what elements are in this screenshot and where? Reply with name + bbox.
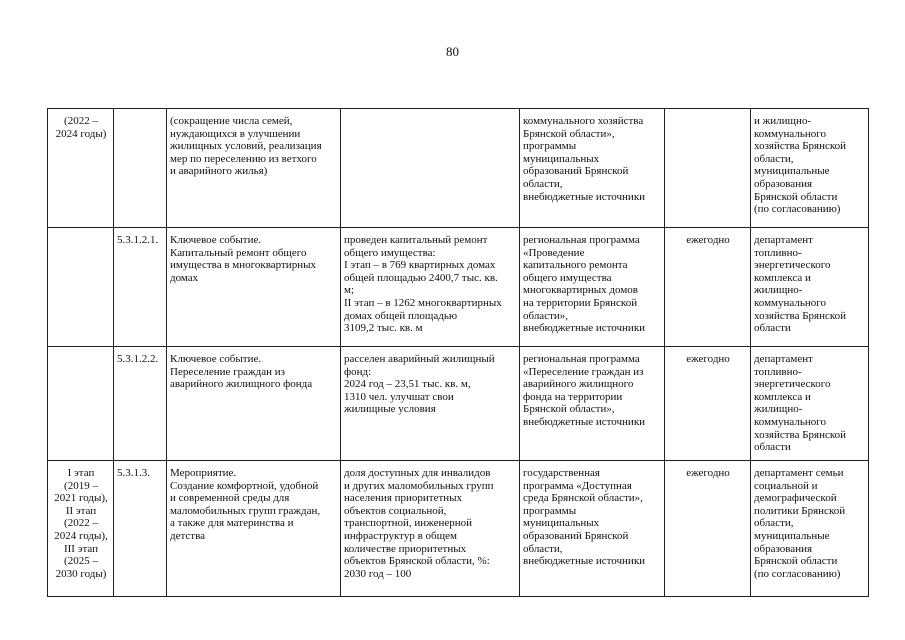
cell-line: 3109,2 тыс. кв. м (344, 322, 423, 335)
cell-line: программа «Доступная (523, 479, 632, 492)
cell-line: доля доступных для инвалидов (344, 467, 491, 479)
cell-line: (сокращение числа семей, (170, 115, 293, 127)
cell-line: фонда на территории (523, 390, 623, 403)
cell-line: коммунального хозяйства (523, 115, 644, 127)
cell-line: аварийного жилищного (523, 378, 634, 391)
cell-line: Брянской области (754, 555, 838, 568)
cell-line: расселен аварийный жилищный (344, 353, 495, 365)
cell-line: топливно- (754, 365, 802, 378)
indicator-cell (341, 461, 520, 597)
cell-line: образований Брянской (523, 165, 629, 178)
cell-line: 2030 год – 100 (344, 567, 412, 580)
name-cell (167, 347, 341, 461)
cell-line: населения приоритетных (344, 492, 463, 505)
cell-line: среда Брянской области», (523, 492, 643, 505)
cell-line: муниципальные (754, 165, 830, 178)
table-row (48, 109, 869, 228)
cell-line: многоквартирных домов (523, 284, 638, 297)
cell-line: жилищных условий, реализация (170, 140, 322, 153)
cell-line: фонд: (344, 365, 372, 378)
cell-line: энергетического (754, 259, 831, 272)
cell-line: Брянской области (754, 190, 838, 203)
cell-line: маломобильных групп граждан, (170, 504, 321, 517)
cell-line: имущества в многоквартирных (170, 259, 316, 272)
cell-line: департамент (754, 353, 813, 365)
cell-line: (2022 – (64, 517, 98, 530)
cell-line: области, (523, 542, 563, 555)
cell-line: и жилищно- (754, 115, 812, 127)
cell-line: региональная программа (523, 234, 640, 246)
cell-line: внебюджетные источники (523, 322, 646, 335)
term-cell: ежегодно (665, 228, 751, 347)
code-cell: 5.3.1.2.1. (114, 228, 167, 347)
cell-line: инфраструктур в общем (344, 529, 457, 542)
executor-cell (751, 347, 869, 461)
term-cell: ежегодно (665, 461, 751, 597)
page-number: 80 (446, 44, 459, 59)
cell-line: внебюджетные источники (523, 190, 646, 203)
cell-line: хозяйства Брянской (754, 428, 847, 441)
cell-line: Брянской области», (523, 403, 615, 416)
cell-line: транспортной, инженерной (344, 517, 473, 530)
cell-line: области», (523, 309, 569, 322)
name-cell (167, 461, 341, 597)
table-row (48, 461, 869, 597)
cell-line: домах общей площадью (344, 309, 458, 322)
cell-line: Брянской области», (523, 127, 615, 140)
plan-table (47, 108, 869, 597)
cell-line: хозяйства Брянской (754, 309, 847, 322)
cell-line: области (754, 441, 791, 454)
cell-line: (по согласованию) (754, 203, 841, 216)
term-cell (665, 109, 751, 228)
cell-line: хозяйства Брянской (754, 140, 847, 153)
cell-line: общей площадью 2400,7 тыс. кв. (344, 271, 498, 284)
cell-line: объектов социальной, (344, 504, 447, 517)
sources-cell (520, 228, 665, 347)
cell-line: Мероприятие. (170, 467, 237, 479)
cell-line: области, (754, 517, 794, 530)
cell-line: 2030 годы) (55, 567, 107, 580)
cell-line: количестве приоритетных (344, 542, 467, 555)
cell-line: и современной среды для (170, 492, 290, 505)
cell-line: политики Брянской (754, 504, 846, 517)
period-cell (48, 347, 114, 461)
cell-line: коммунального (754, 296, 826, 309)
period-cell (48, 461, 114, 597)
cell-line: (по согласованию) (754, 567, 841, 580)
cell-line: домах (170, 271, 199, 284)
cell-line: внебюджетные источники (523, 555, 646, 568)
cell-line: нуждающихся в улучшении (170, 127, 301, 140)
cell-line: м; (344, 284, 355, 297)
executor-cell (751, 461, 869, 597)
cell-line: социальной и (754, 479, 818, 492)
cell-line: муниципальные (754, 529, 830, 542)
cell-line: I этап – в 769 квартирных домах (344, 259, 496, 272)
cell-line: 2024 годы) (55, 127, 107, 140)
cell-line: области (754, 322, 791, 335)
cell-line: Создание комфортной, удобной (170, 479, 319, 492)
sources-cell (520, 461, 665, 597)
sources-cell (520, 347, 665, 461)
cell-line: (2022 – (64, 115, 98, 127)
cell-line: II этап – в 1262 многоквартирных (344, 296, 502, 309)
cell-line: капитального ремонта (523, 259, 628, 272)
sources-cell (520, 109, 665, 228)
cell-line: коммунального (754, 415, 826, 428)
cell-line: жилищно- (754, 284, 803, 297)
code-cell: 5.3.1.3. (114, 461, 167, 597)
cell-line: аварийного жилищного фонда (170, 378, 313, 391)
cell-line: внебюджетные источники (523, 415, 646, 428)
table-row (48, 228, 869, 347)
cell-line: объектов Брянской области, %: (344, 555, 490, 568)
cell-line: комплекса и (754, 271, 811, 284)
cell-line: Ключевое событие. (170, 353, 262, 365)
cell-line: региональная программа (523, 353, 640, 365)
name-cell (167, 109, 341, 228)
cell-line: топливно- (754, 246, 802, 259)
indicator-cell (341, 228, 520, 347)
cell-line: и аварийного жилья) (170, 165, 268, 178)
table-row (48, 347, 869, 461)
cell-line: демографической (754, 492, 837, 505)
cell-line: общего имущества: (344, 246, 436, 259)
cell-line: III этап (63, 542, 99, 555)
cell-line: жилищно- (754, 403, 803, 416)
cell-line: детства (170, 529, 206, 542)
cell-line: общего имущества (523, 271, 612, 284)
cell-line: области, (523, 177, 563, 190)
cell-line: 2021 годы), (54, 492, 108, 505)
indicator-cell (341, 109, 520, 228)
period-cell (48, 109, 114, 228)
cell-line: программы (523, 504, 577, 517)
cell-line: департамент (754, 234, 813, 246)
cell-line: области, (754, 152, 794, 165)
cell-line: коммунального (754, 127, 826, 140)
cell-line: проведен капитальный ремонт (344, 234, 488, 246)
period-cell (48, 228, 114, 347)
cell-line: образования (754, 177, 813, 190)
cell-line: 1310 чел. улучшат свои (344, 390, 454, 403)
cell-line: образований Брянской (523, 529, 629, 542)
cell-line: а также для материнства и (170, 517, 294, 530)
cell-line: «Переселение граждан из (523, 365, 644, 378)
cell-line: (2019 – (64, 479, 98, 492)
cell-line: (2025 – (64, 555, 98, 568)
cell-line: мер по переселению из ветхого (170, 152, 317, 165)
cell-line: Капитальный ремонт общего (170, 246, 307, 259)
name-cell (167, 228, 341, 347)
cell-line: и других маломобильных групп (344, 479, 494, 492)
cell-line: жилищные условия (344, 403, 436, 416)
code-cell (114, 109, 167, 228)
executor-cell (751, 109, 869, 228)
indicator-cell (341, 347, 520, 461)
cell-line: муниципальных (523, 517, 600, 530)
cell-line: I этап (67, 467, 95, 479)
executor-cell (751, 228, 869, 347)
cell-line: Ключевое событие. (170, 234, 262, 246)
cell-line: 2024 годы), (54, 529, 108, 542)
cell-line: 2024 год – 23,51 тыс. кв. м, (344, 378, 471, 391)
cell-line: энергетического (754, 378, 831, 391)
cell-line: муниципальных (523, 152, 600, 165)
cell-line: Переселение граждан из (170, 365, 286, 378)
code-cell: 5.3.1.2.2. (114, 347, 167, 461)
cell-line: государственная (523, 467, 600, 479)
cell-line: комплекса и (754, 390, 811, 403)
cell-line: департамент семьи (754, 467, 844, 479)
cell-line: программы (523, 140, 577, 153)
term-cell: ежегодно (665, 347, 751, 461)
cell-line: на территории Брянской (523, 296, 638, 309)
cell-line: II этап (65, 504, 97, 517)
cell-line: образования (754, 542, 813, 555)
cell-line: «Проведение (523, 246, 585, 259)
